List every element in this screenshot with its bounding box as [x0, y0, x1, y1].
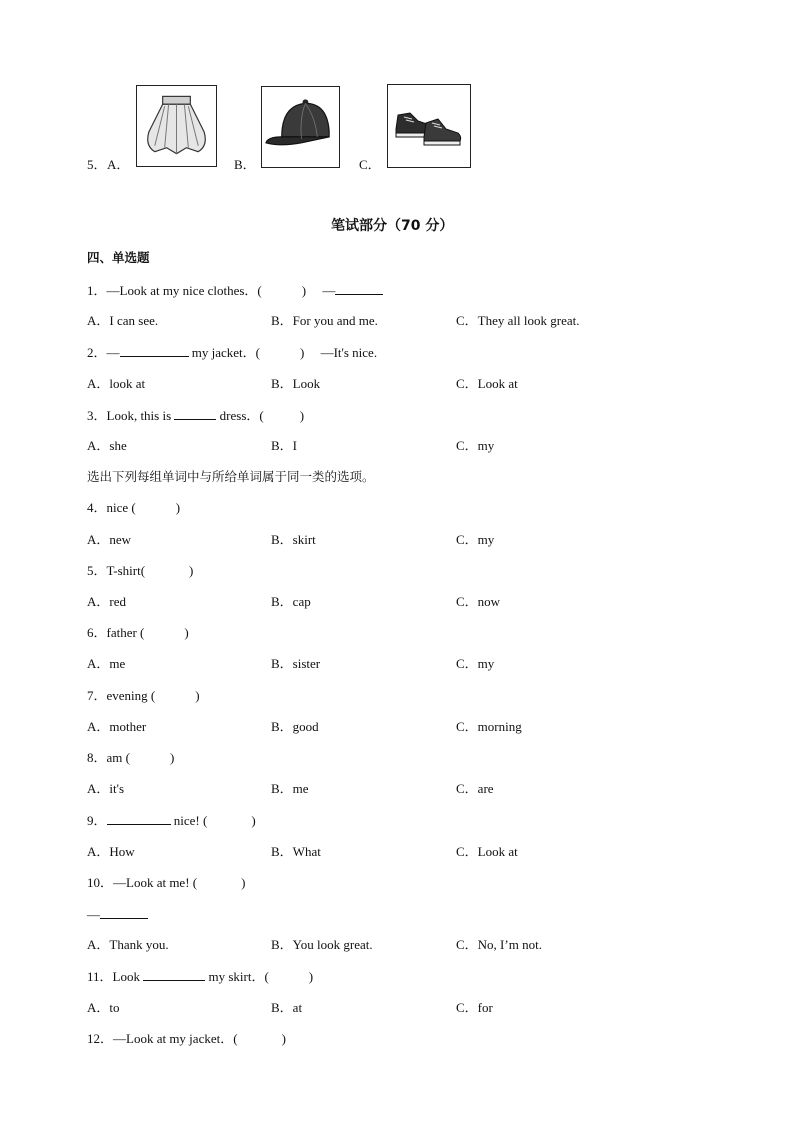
question-8-option-b[interactable]: B．me: [271, 781, 309, 796]
question-1-stem: 1．—Look at my nice clothes．( ) —: [87, 282, 383, 299]
question-7-option-c[interactable]: C．morning: [456, 719, 522, 734]
question-3-stem: 3．Look, this is dress．( ): [87, 408, 305, 423]
q5-option-a-label: A．: [107, 157, 130, 172]
question-11-stem: 11．Look my skirt．( ): [87, 969, 314, 984]
question-2-option-b[interactable]: B．Look: [271, 376, 321, 391]
question-4-option-c[interactable]: C．my: [456, 532, 495, 547]
question-8-option-c[interactable]: C．are: [456, 781, 494, 796]
question-8-option-a[interactable]: A．it's: [87, 781, 125, 796]
question-5-option-b[interactable]: B．cap: [271, 594, 311, 609]
q5-option-b-label: B．: [234, 157, 256, 172]
sneakers-icon: [388, 85, 470, 167]
question-7-option-a[interactable]: A．mother: [87, 719, 147, 734]
question-10-stem: 10．—Look at me! ( ): [87, 875, 246, 890]
instruction: 选出下列每组单词中与所给单词属于同一类的选项。: [87, 469, 375, 484]
question-4-stem: 4．nice ( ): [87, 500, 181, 515]
question-11-option-c[interactable]: C．for: [456, 1000, 493, 1015]
question-12-stem: 12．—Look at my jacket．( ): [87, 1031, 286, 1046]
question-3-option-c[interactable]: C．my: [456, 438, 495, 453]
question-2-option-a[interactable]: A．look at: [87, 376, 146, 391]
skirt-icon: [137, 86, 216, 166]
question-10-option-c[interactable]: C．No, I’m not.: [456, 937, 542, 952]
question-6-option-c[interactable]: C．my: [456, 656, 495, 671]
question-5-option-c[interactable]: C．now: [456, 594, 501, 609]
sneakers-picture[interactable]: [387, 84, 471, 168]
question-1-option-a[interactable]: A．I can see.: [87, 313, 159, 328]
question-9-option-b[interactable]: B．What: [271, 844, 321, 859]
question-7-option-b[interactable]: B．good: [271, 719, 319, 734]
question-4-option-b[interactable]: B．skirt: [271, 532, 316, 547]
skirt-picture[interactable]: [136, 85, 217, 167]
question-3-option-a[interactable]: A．she: [87, 438, 127, 453]
answer-blank[interactable]: [174, 407, 216, 420]
question-9-stem: 9． nice! ( ): [87, 813, 256, 828]
section-title: 笔试部分（70 分）: [331, 218, 454, 234]
question-8-stem: 8．am ( ): [87, 750, 175, 765]
question-6-option-b[interactable]: B．sister: [271, 656, 321, 671]
cap-icon: [262, 87, 339, 167]
question-1-option-c[interactable]: C．They all look great.: [456, 313, 580, 328]
question-4-option-a[interactable]: A．new: [87, 532, 132, 547]
answer-blank[interactable]: [335, 282, 383, 295]
question-1-option-b[interactable]: B．For you and me.: [271, 313, 378, 328]
question-6-option-a[interactable]: A．me: [87, 656, 126, 671]
q5-number: 5．: [87, 157, 107, 172]
answer-blank[interactable]: [107, 812, 171, 825]
question-9-option-c[interactable]: C．Look at: [456, 844, 518, 859]
part-heading: 四、单选题: [87, 250, 150, 265]
question-5-option-a[interactable]: A．red: [87, 594, 126, 609]
question-11-option-a[interactable]: A．to: [87, 1000, 120, 1015]
question-11-option-b[interactable]: B．at: [271, 1000, 303, 1015]
question-5-stem: 5．T-shirt( ): [87, 563, 194, 578]
answer-blank[interactable]: [120, 344, 189, 357]
cap-picture[interactable]: [261, 86, 340, 168]
question-6-stem: 6．father ( ): [87, 625, 189, 640]
question-7-stem: 7．evening ( ): [87, 688, 200, 703]
question-2-stem: 2．— my jacket．( ) —It's nice.: [87, 345, 378, 360]
question-10-option-b[interactable]: B．You look great.: [271, 937, 373, 952]
question-3-option-b[interactable]: B．I: [271, 438, 298, 453]
answer-blank[interactable]: [143, 968, 205, 981]
question-10-option-a[interactable]: A．Thank you.: [87, 937, 169, 952]
question-10-reply: —: [87, 906, 148, 923]
answer-blank[interactable]: [100, 906, 148, 919]
question-9-option-a[interactable]: A．How: [87, 844, 135, 859]
q5-option-c-label: C．: [359, 157, 381, 172]
question-2-option-c[interactable]: C．Look at: [456, 376, 518, 391]
